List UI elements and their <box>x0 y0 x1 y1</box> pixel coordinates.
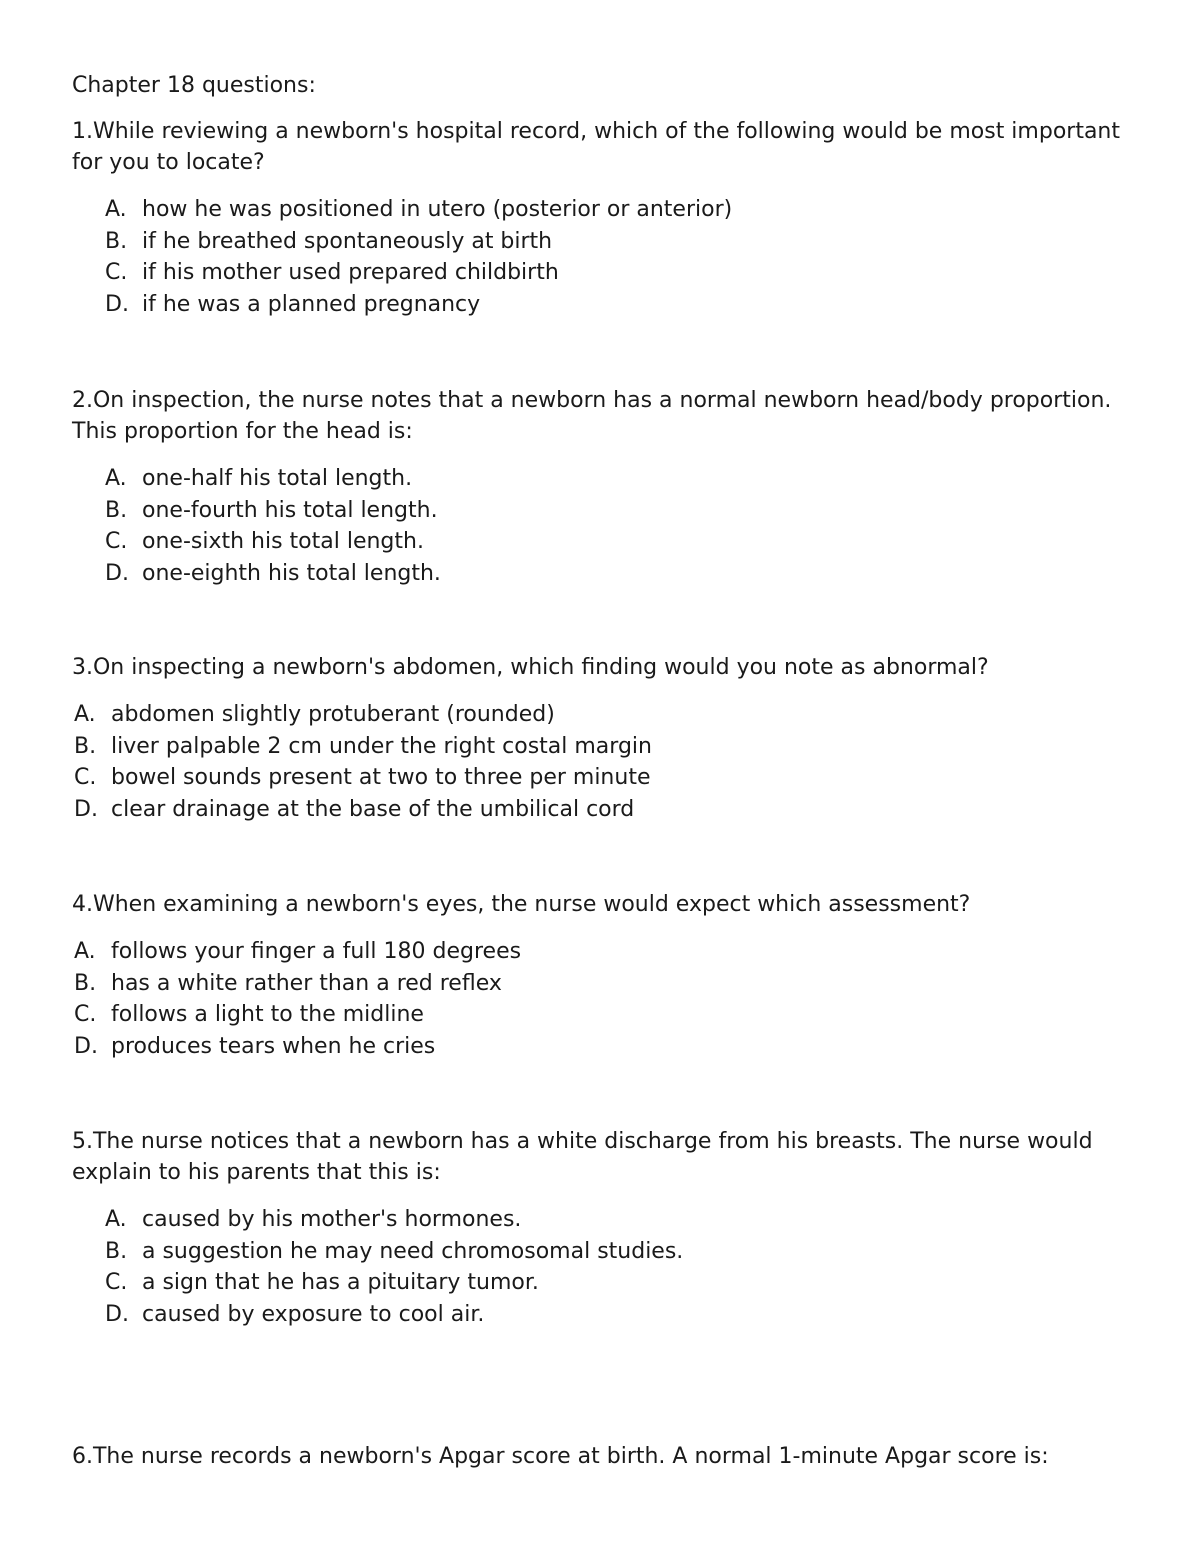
option-text: produces tears when he cries <box>111 1033 436 1059</box>
option-text: liver palpable 2 cm under the right costal margin <box>111 733 652 759</box>
option-letter: D. <box>105 291 129 317</box>
page-title: Chapter 18 questions: <box>72 73 316 98</box>
option-text: a suggestion he may need chromosomal studies. <box>142 1238 684 1264</box>
option-text: caused by his mother's hormones. <box>142 1207 522 1232</box>
option-letter: C. <box>105 1270 128 1295</box>
question-text: 6.The nurse records a newborn's Apgar score at birth. A normal 1-minute Apgar score is: <box>72 1444 1049 1469</box>
answer-options <box>105 1204 1132 1330</box>
option-letter: A. <box>74 702 96 727</box>
question-1 <box>72 116 1132 320</box>
question-text: 1.While reviewing a newborn's hospital record, which of the following would be most important for you to locate? <box>72 119 1120 175</box>
option-letter: C. <box>74 1002 97 1027</box>
option-c <box>74 762 1132 794</box>
answer-options <box>74 699 1132 825</box>
question-text: 3.On inspecting a newborn's abdomen, which finding would you note as abnormal? <box>72 655 989 680</box>
option-b <box>74 731 1132 763</box>
option-text: one-sixth his total length. <box>142 529 424 554</box>
option-text: how he was positioned in utero (posterior or anterior) <box>142 197 733 222</box>
option-a <box>74 936 1132 968</box>
option-a <box>105 463 1132 495</box>
option-d <box>105 289 1132 321</box>
option-c <box>105 257 1132 289</box>
option-letter: C. <box>105 260 128 285</box>
option-letter: D. <box>74 1033 98 1059</box>
question-text: 4.When examining a newborn's eyes, the nurse would expect which assessment? <box>72 892 971 917</box>
option-d <box>105 558 1132 590</box>
question-3 <box>72 652 1132 825</box>
option-b <box>105 1236 1132 1268</box>
question-4 <box>72 889 1132 1062</box>
option-text: bowel sounds present at two to three per minute <box>111 765 651 790</box>
option-letter: A. <box>105 1207 127 1232</box>
option-text: one-eighth his total length. <box>142 560 441 586</box>
answer-options <box>105 194 1132 320</box>
option-text: abdomen slightly protuberant (rounded) <box>111 702 555 727</box>
option-letter: D. <box>105 560 129 586</box>
option-c <box>105 526 1132 558</box>
answer-options <box>74 936 1132 1062</box>
option-letter: D. <box>74 796 98 822</box>
option-text: if he was a planned pregnancy <box>142 291 481 317</box>
option-letter: A. <box>105 197 127 222</box>
option-text: if he breathed spontaneously at birth <box>142 228 553 254</box>
option-c <box>105 1267 1132 1299</box>
question-5 <box>72 1126 1132 1330</box>
option-text: a sign that he has a pituitary tumor. <box>142 1270 539 1295</box>
option-d <box>74 794 1132 826</box>
option-letter: B. <box>74 970 97 996</box>
option-text: follows your finger a full 180 degrees <box>111 939 522 964</box>
option-text: clear drainage at the base of the umbilical cord <box>111 796 635 822</box>
option-b <box>105 495 1132 527</box>
option-b <box>105 226 1132 258</box>
option-b <box>74 968 1132 1000</box>
option-letter: A. <box>105 466 127 491</box>
answer-options <box>105 463 1132 589</box>
option-d <box>105 1299 1132 1331</box>
question-6 <box>72 1441 1132 1472</box>
option-letter: B. <box>74 733 97 759</box>
option-letter: C. <box>74 765 97 790</box>
option-letter: B. <box>105 228 128 254</box>
option-text: if his mother used prepared childbirth <box>142 260 559 285</box>
question-text: 5.The nurse notices that a newborn has a white discharge from his breasts. The nurse would explain to his parents that this is: <box>72 1129 1093 1185</box>
option-text: one-fourth his total length. <box>142 497 438 523</box>
option-a <box>105 194 1132 226</box>
question-text: 2.On inspection, the nurse notes that a newborn has a normal newborn head/body proportion. This proportion for the head is: <box>72 388 1112 444</box>
option-text: follows a light to the midline <box>111 1002 424 1027</box>
option-letter: A. <box>74 939 96 964</box>
option-letter: C. <box>105 529 128 554</box>
option-letter: B. <box>105 497 128 523</box>
option-text: has a white rather than a red reflex <box>111 970 502 996</box>
question-2 <box>72 385 1132 589</box>
option-letter: B. <box>105 1238 128 1264</box>
option-a <box>105 1204 1132 1236</box>
option-c <box>74 999 1132 1031</box>
option-a <box>74 699 1132 731</box>
option-text: one-half his total length. <box>142 466 413 491</box>
option-d <box>74 1031 1132 1063</box>
option-letter: D. <box>105 1301 129 1327</box>
option-text: caused by exposure to cool air. <box>142 1301 485 1327</box>
